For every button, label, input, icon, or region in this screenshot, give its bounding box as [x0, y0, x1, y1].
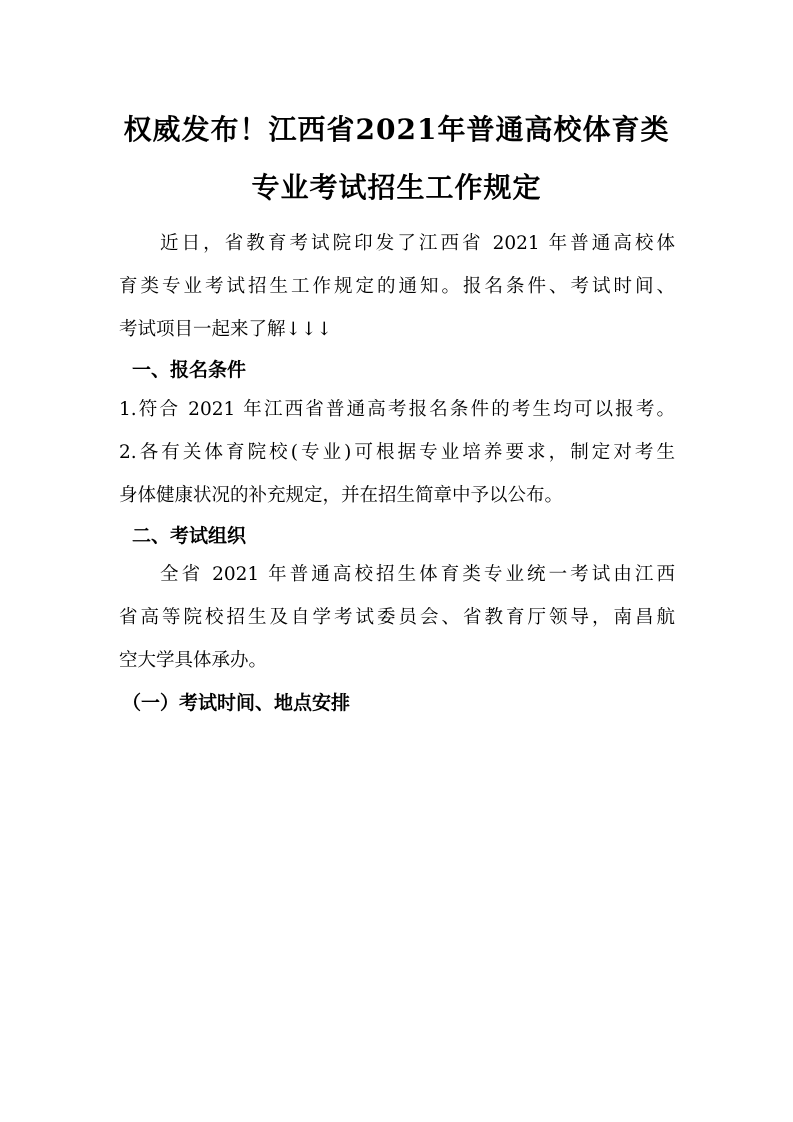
section-1-heading: 一、报名条件: [132, 359, 247, 381]
section-1-item-2-line-2: 身体健康状况的补充规定，并在招生简章中予以公布。: [119, 485, 564, 506]
section-2-heading: 二、考试组织: [132, 525, 247, 547]
section-2-para-line-1: 全省 2021 年普通高校招生体育类专业统一考试由江西: [160, 564, 675, 585]
subsection-1-heading: （一）考试时间、地点安排: [122, 692, 351, 714]
section-2-para-line-2: 省高等院校招生及自学考试委员会、省教育厅领导，南昌航: [119, 607, 675, 628]
section-2-para-line-3: 空大学具体承办。: [119, 650, 268, 671]
document-title-line-2: 专业考试招生工作规定: [251, 171, 542, 204]
intro-line-3: 考试项目一起来了解↓↓↓: [119, 319, 333, 340]
intro-line-2: 育类专业考试招生工作规定的通知。报名条件、考试时间、: [119, 276, 675, 297]
document-title-line-1: 权威发布！江西省2021年普通高校体育类: [123, 113, 670, 146]
section-1-item-2-line-1: 2.各有关体育院校(专业)可根据专业培养要求，制定对考生: [119, 442, 675, 463]
intro-line-1: 近日，省教育考试院印发了江西省 2021 年普通高校体: [160, 233, 675, 254]
section-1-item-1: 1.符合 2021 年江西省普通高考报名条件的考生均可以报考。: [119, 399, 675, 420]
